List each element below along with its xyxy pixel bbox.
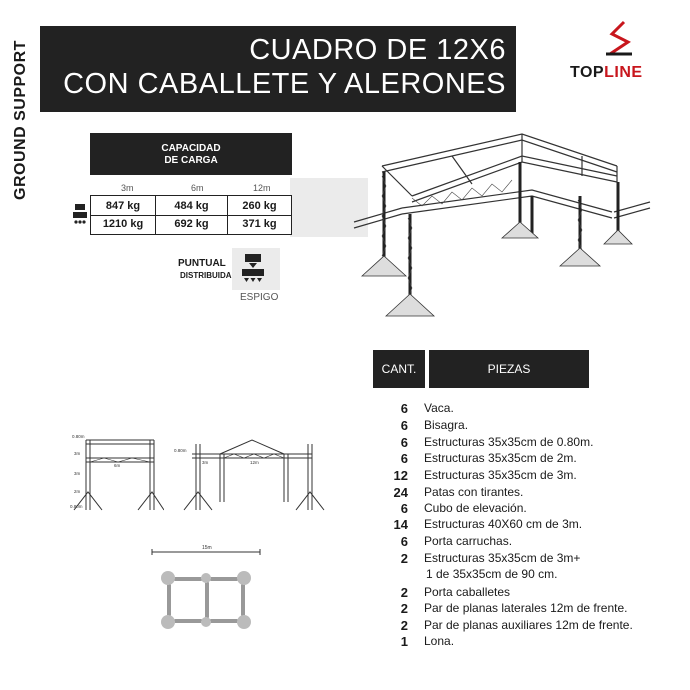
list-item xyxy=(360,501,680,517)
plan-view-drawing xyxy=(146,542,266,636)
item-desc: Estructuras 35x35cm de 3m. xyxy=(424,468,577,482)
front-dim-span-b: 12m xyxy=(250,460,259,465)
load-weight-icon xyxy=(241,254,265,284)
list-item xyxy=(360,534,680,550)
col-header-qty: CANT. xyxy=(373,350,425,388)
capacity-header xyxy=(90,133,292,175)
side-dim-h1: 3m xyxy=(74,451,81,456)
front-dim-span-a: 3m xyxy=(202,460,209,465)
front-dim-left: 0.80m xyxy=(174,448,187,453)
item-desc: Porta caballetes xyxy=(424,585,511,599)
title-banner xyxy=(40,26,516,112)
side-dim-span: 6m xyxy=(114,463,121,468)
capacity-header-line-1: CAPACIDAD xyxy=(161,143,221,154)
plan-dim-width: 15m xyxy=(202,545,212,551)
load-legend-mini-icon xyxy=(72,203,88,229)
item-qty: 6 xyxy=(400,451,408,466)
title-line-1: CUADRO DE 12X6 xyxy=(249,34,506,66)
span-label-6m: 6m xyxy=(191,183,204,193)
cell-r2-c2: 692 kg xyxy=(174,218,209,230)
item-desc: Par de planas laterales 12m de frente. xyxy=(424,601,628,615)
truss-structure-illustration xyxy=(352,126,652,322)
span-label-3m: 3m xyxy=(121,183,134,193)
cell-r2-c3: 371 kg xyxy=(242,218,277,230)
span-label-12m: 12m xyxy=(253,183,271,193)
item-qty: 6 xyxy=(400,501,408,516)
col-header-pieces: PIEZAS xyxy=(429,350,589,388)
cell-r1-c2: 484 kg xyxy=(174,200,209,212)
side-dim-top: 0.80m xyxy=(72,434,85,439)
item-desc: Lona. xyxy=(424,634,455,648)
item-qty: 24 xyxy=(393,485,408,500)
item-desc: Patas con tirantes. xyxy=(424,485,524,499)
list-item xyxy=(360,451,680,467)
item-desc: Estructuras 35x35cm de 2m. xyxy=(424,451,577,465)
logo-text-top: TOP xyxy=(570,64,605,81)
item-qty: 2 xyxy=(400,585,408,600)
logo-mark-icon xyxy=(602,20,638,60)
item-desc: Par de planas auxiliares 12m de frente. xyxy=(424,618,633,632)
capacity-header-line-2: DE CARGA xyxy=(164,155,218,166)
side-dim-h2: 3m xyxy=(74,471,81,476)
item-qty: 14 xyxy=(393,517,408,532)
legend-puntual: PUNTUAL xyxy=(178,258,226,269)
legend-distribuida: DISTRIBUIDA xyxy=(180,271,232,280)
item-qty: 2 xyxy=(400,551,408,566)
cell-r2-c1: 1210 kg xyxy=(102,218,144,230)
item-desc: Porta carruchas. xyxy=(424,534,513,548)
logo-text xyxy=(570,64,643,82)
side-dim-base: 0.80m xyxy=(70,504,83,509)
list-item xyxy=(360,601,680,617)
capacity-table xyxy=(90,195,292,235)
list-item xyxy=(360,435,680,451)
item-desc: Vaca. xyxy=(424,401,454,415)
list-item xyxy=(360,517,680,533)
cell-r1-c3: 260 kg xyxy=(242,200,277,212)
list-item xyxy=(360,401,680,417)
list-item xyxy=(360,485,680,501)
list-item xyxy=(360,585,680,601)
item-desc: Cubo de elevación. xyxy=(424,501,527,515)
item-desc: Estructuras 35x35cm de 3m+ xyxy=(424,551,581,565)
list-item xyxy=(360,418,680,434)
item-qty: 6 xyxy=(400,418,408,433)
list-item xyxy=(360,468,680,484)
item-qty: 6 xyxy=(400,534,408,549)
logo-text-line: LINE xyxy=(604,64,643,81)
item-qty: 1 xyxy=(400,634,408,649)
item-qty: 2 xyxy=(400,618,408,633)
item-qty: 6 xyxy=(400,401,408,416)
side-view-drawing xyxy=(64,432,164,514)
item-desc: Bisagra. xyxy=(424,418,469,432)
side-label xyxy=(6,20,36,220)
item-desc-line-2: 1 de 35x35cm de 90 cm. xyxy=(426,567,558,581)
item-qty: 12 xyxy=(393,468,408,483)
item-desc: Estructuras 40X60 cm de 3m. xyxy=(424,517,583,531)
item-qty: 2 xyxy=(400,601,408,616)
cell-r1-c1: 847 kg xyxy=(105,200,141,212)
title-line-2: CON CABALLETE Y ALERONES xyxy=(63,68,506,100)
topline-logo xyxy=(570,20,676,90)
side-dim-h3: 2m xyxy=(74,489,81,494)
ground-support-label: GROUND SUPPORT xyxy=(12,40,29,200)
front-view-drawing xyxy=(172,432,332,514)
list-item xyxy=(360,551,680,583)
espigo-label: ESPIGO xyxy=(240,292,279,303)
item-desc: Estructuras 35x35cm de 0.80m. xyxy=(424,435,594,449)
item-qty: 6 xyxy=(400,435,408,450)
list-item xyxy=(360,618,680,634)
list-item xyxy=(360,634,680,650)
